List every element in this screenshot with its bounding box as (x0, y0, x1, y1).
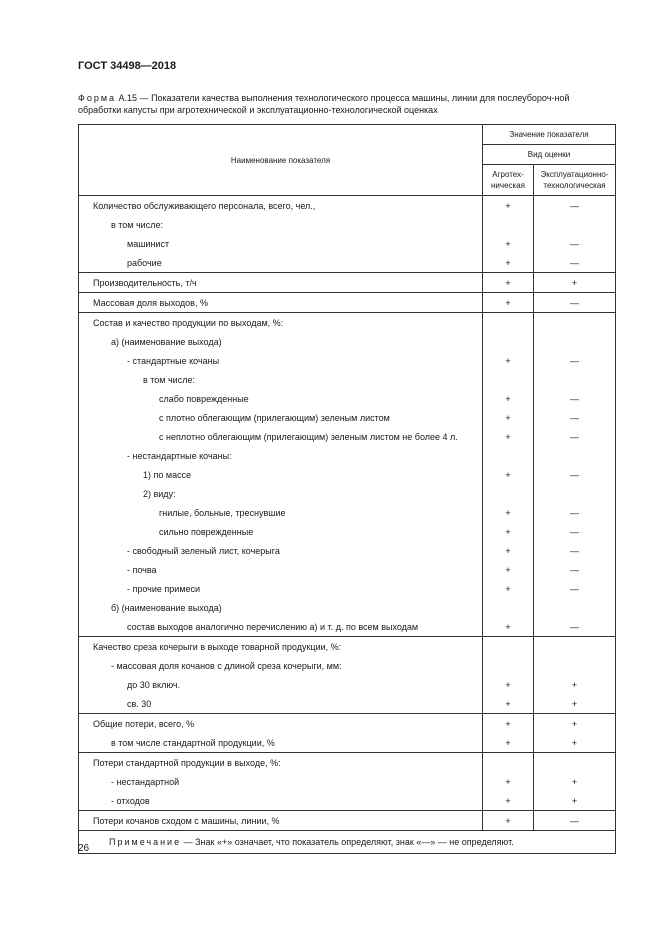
table-row (79, 313, 616, 333)
indicator-name: - стандартные кочаны (79, 351, 483, 370)
agrotechnical-value: + (483, 560, 534, 579)
table-note (79, 831, 616, 854)
agrotechnical-value: + (483, 617, 534, 637)
table-body (79, 196, 616, 831)
table-row (79, 332, 616, 351)
table-note-row (79, 831, 616, 854)
indicator-name: - свободный зеленый лист, кочерыга (79, 541, 483, 560)
agrotechnical-value: + (483, 273, 534, 293)
operational-value (534, 215, 616, 234)
table-row (79, 791, 616, 811)
indicator-name: - нестандартной (79, 772, 483, 791)
table-row (79, 408, 616, 427)
operational-value: — (534, 427, 616, 446)
indicator-name: 1) по массе (79, 465, 483, 484)
operational-value: — (534, 253, 616, 273)
table-row (79, 733, 616, 753)
agrotechnical-value: + (483, 389, 534, 408)
table-row (79, 598, 616, 617)
indicator-name: Потери кочанов сходом с машины, линии, % (79, 811, 483, 831)
indicator-name: св. 30 (79, 694, 483, 714)
table-row (79, 560, 616, 579)
indicator-name: - почва (79, 560, 483, 579)
header-agro-line2: ническая (491, 181, 525, 190)
note-label: Примечание (109, 837, 182, 847)
indicator-name: в том числе: (79, 215, 483, 234)
agrotechnical-value: + (483, 253, 534, 273)
agrotechnical-value: + (483, 503, 534, 522)
agrotechnical-value: + (483, 811, 534, 831)
agrotechnical-value: + (483, 234, 534, 253)
indicator-name: Количество обслуживающего персонала, всего, чел., (79, 196, 483, 216)
table-row (79, 273, 616, 293)
operational-value: — (534, 579, 616, 598)
agrotechnical-value (483, 637, 534, 657)
operational-value: + (534, 675, 616, 694)
indicator-name: а) (наименование выхода) (79, 332, 483, 351)
agrotechnical-value: + (483, 733, 534, 753)
agrotechnical-value: + (483, 579, 534, 598)
operational-value: — (534, 503, 616, 522)
agrotechnical-value: + (483, 791, 534, 811)
operational-value: + (534, 714, 616, 734)
operational-value (534, 313, 616, 333)
operational-value: — (534, 234, 616, 253)
table-row (79, 196, 616, 216)
indicator-name: 2) виду: (79, 484, 483, 503)
table-row (79, 503, 616, 522)
table-row (79, 541, 616, 560)
agrotechnical-value (483, 484, 534, 503)
quality-indicators-table (78, 124, 616, 854)
standard-designation: ГОСТ 34498—2018 (78, 60, 177, 72)
form-word: Форма (78, 93, 117, 103)
indicator-name: б) (наименование выхода) (79, 598, 483, 617)
table-row (79, 484, 616, 503)
operational-value: — (534, 811, 616, 831)
table-row (79, 694, 616, 714)
operational-value (534, 446, 616, 465)
operational-value (534, 637, 616, 657)
indicator-name: машинист (79, 234, 483, 253)
operational-value (534, 656, 616, 675)
table-row (79, 446, 616, 465)
header-operational (534, 165, 616, 196)
note-text: — Знак «+» означает, что показатель определяют, знак «—» — не определяют. (181, 837, 514, 847)
form-caption (78, 92, 614, 116)
indicator-name: в том числе: (79, 370, 483, 389)
header-indicator-value: Значение показателя (483, 125, 616, 145)
operational-value: + (534, 694, 616, 714)
indicator-name: слабо поврежденные (79, 389, 483, 408)
agrotechnical-value: + (483, 694, 534, 714)
indicator-name: Состав и качество продукции по выходам, %: (79, 313, 483, 333)
agrotechnical-value: + (483, 522, 534, 541)
operational-value: — (534, 389, 616, 408)
agrotechnical-value: + (483, 465, 534, 484)
operational-value: — (534, 541, 616, 560)
table-row (79, 617, 616, 637)
agrotechnical-value: + (483, 408, 534, 427)
indicator-name: Общие потери, всего, % (79, 714, 483, 734)
table-row (79, 675, 616, 694)
table-row (79, 293, 616, 313)
table-row (79, 522, 616, 541)
operational-value (534, 370, 616, 389)
header-indicator-name: Наименование показателя (79, 125, 483, 196)
indicator-name: с плотно облегающим (прилегающим) зеленым листом (79, 408, 483, 427)
table-row (79, 234, 616, 253)
table-row (79, 351, 616, 370)
header-agro-line1: Агротех- (492, 170, 524, 179)
indicator-name: Потери стандартной продукции в выходе, %: (79, 753, 483, 773)
indicator-name: сильно поврежденные (79, 522, 483, 541)
table-row (79, 215, 616, 234)
agrotechnical-value: + (483, 196, 534, 216)
indicator-name: до 30 включ. (79, 675, 483, 694)
indicator-name: Производительность, т/ч (79, 273, 483, 293)
indicator-name: в том числе стандартной продукции, % (79, 733, 483, 753)
agrotechnical-value (483, 753, 534, 773)
agrotechnical-value (483, 215, 534, 234)
table-row (79, 656, 616, 675)
operational-value (534, 598, 616, 617)
agrotechnical-value (483, 598, 534, 617)
table-row (79, 370, 616, 389)
indicator-name: - нестандартные кочаны: (79, 446, 483, 465)
table-row (79, 811, 616, 831)
header-agrotechnical (483, 165, 534, 196)
agrotechnical-value (483, 446, 534, 465)
indicator-name: состав выходов аналогично перечислению а) и т. д. по всем выходам (79, 617, 483, 637)
form-caption-text: А.15 — Показатели качества выполнения технологического процесса машины, линии для послеубороч-ной обработки капусты при агротехнической и эксплуатационно-технологической оценках (78, 93, 570, 115)
operational-value: — (534, 465, 616, 484)
agrotechnical-value: + (483, 351, 534, 370)
operational-value: + (534, 733, 616, 753)
operational-value: — (534, 617, 616, 637)
header-expl-line2: технологическая (543, 181, 606, 190)
indicator-name: Массовая доля выходов, % (79, 293, 483, 313)
indicator-name: Качество среза кочерыги в выходе товарной продукции, %: (79, 637, 483, 657)
agrotechnical-value: + (483, 675, 534, 694)
agrotechnical-value (483, 656, 534, 675)
operational-value: — (534, 408, 616, 427)
operational-value: — (534, 196, 616, 216)
agrotechnical-value: + (483, 293, 534, 313)
header-expl-line1: Эксплуатационно- (540, 170, 609, 179)
table-row (79, 253, 616, 273)
operational-value: — (534, 293, 616, 313)
operational-value (534, 484, 616, 503)
operational-value: — (534, 351, 616, 370)
operational-value: + (534, 791, 616, 811)
operational-value: + (534, 273, 616, 293)
agrotechnical-value: + (483, 541, 534, 560)
agrotechnical-value (483, 332, 534, 351)
agrotechnical-value (483, 370, 534, 389)
indicator-name: - прочие примеси (79, 579, 483, 598)
agrotechnical-value: + (483, 772, 534, 791)
header-evaluation-type: Вид оценки (483, 145, 616, 165)
table-row (79, 579, 616, 598)
table-row (79, 753, 616, 773)
table-row (79, 465, 616, 484)
operational-value (534, 332, 616, 351)
table-row (79, 389, 616, 408)
table-row (79, 772, 616, 791)
operational-value: — (534, 560, 616, 579)
indicator-name: гнилые, больные, треснувшие (79, 503, 483, 522)
indicator-name: - массовая доля кочанов с длиной среза кочерыги, мм: (79, 656, 483, 675)
agrotechnical-value (483, 313, 534, 333)
page-number: 26 (78, 843, 90, 854)
agrotechnical-value: + (483, 427, 534, 446)
indicator-name: рабочие (79, 253, 483, 273)
operational-value: — (534, 522, 616, 541)
table-row (79, 714, 616, 734)
agrotechnical-value: + (483, 714, 534, 734)
indicator-name: с неплотно облегающим (прилегающим) зеленым листом не более 4 л. (79, 427, 483, 446)
table-row (79, 637, 616, 657)
operational-value (534, 753, 616, 773)
table-row (79, 427, 616, 446)
indicator-name: - отходов (79, 791, 483, 811)
operational-value: + (534, 772, 616, 791)
